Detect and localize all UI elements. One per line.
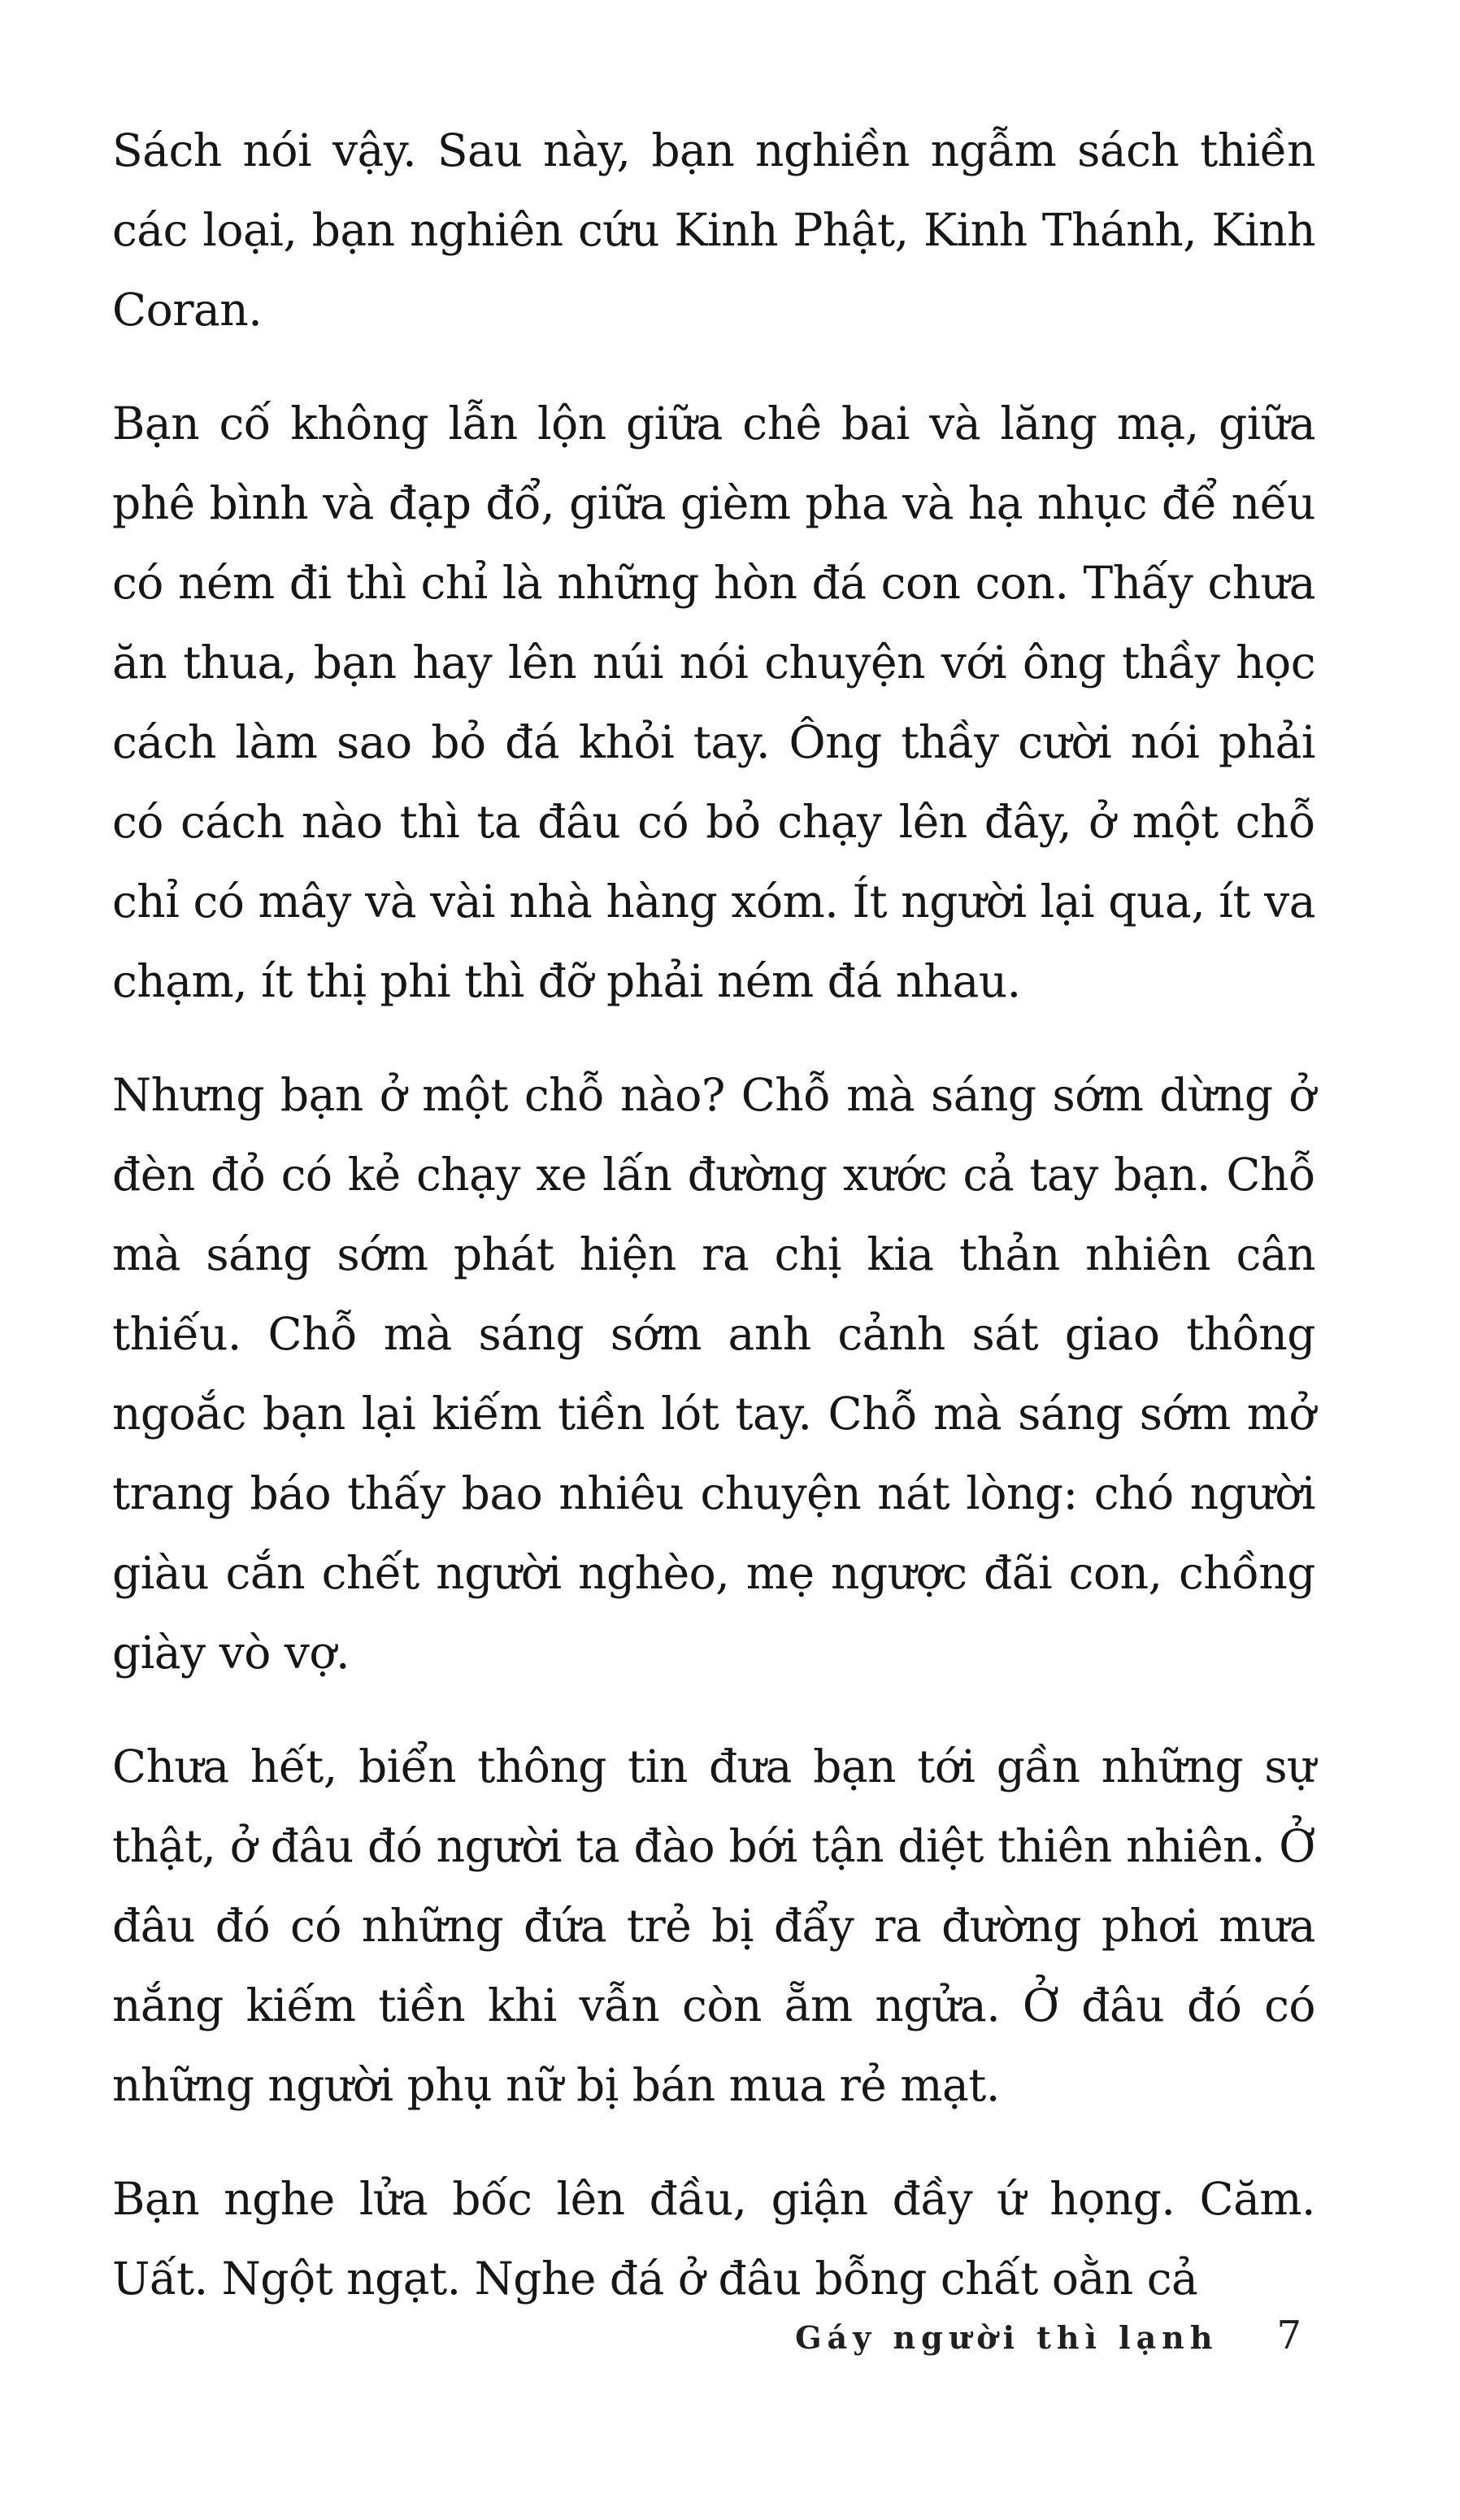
page-footer <box>795 2313 1301 2358</box>
page-number: 7 <box>1276 2313 1301 2358</box>
paragraph-1: Sách nói vậy. Sau này, bạn nghiền ngẫm sách thiền các loại, bạn nghiên cứu Kinh Phật, Kinh Thánh, Kinh Coran. <box>112 124 1315 336</box>
paragraph-3: Nhưng bạn ở một chỗ nào? Chỗ mà sáng sớm dừng ở đèn đỏ có kẻ chạy xe lấn đường xước cả tay bạn. Chỗ mà sáng sớm phát hiện ra chị kia thản nhiên cân thiếu. Chỗ mà sáng sớm anh cảnh sát giao thông ngoắc bạn lại kiếm tiền lót tay. Chỗ mà sáng sớm mở trang báo thấy bao nhiêu chuyện nát lòng: chó người giàu cắn chết người nghèo, mẹ ngược đãi con, chồng giày vò vợ. <box>112 1069 1315 1679</box>
running-title: Gáy người thì lạnh <box>795 2319 1219 2356</box>
body-text <box>112 111 1315 2353</box>
paragraph-5: Bạn nghe lửa bốc lên đầu, giận đầy ứ họng. Căm. Uất. Ngột ngạt. Nghe đá ở đâu bỗng chất oằn cả <box>112 2173 1315 2305</box>
paragraph-4: Chưa hết, biển thông tin đưa bạn tới gần những sự thật, ở đâu đó người ta đào bới tận diệt thiên nhiên. Ở đâu đó có những đứa trẻ bị đẩy ra đường phơi mưa nắng kiếm tiền khi vẫn còn ẵm ngửa. Ở đâu đó có những người phụ nữ bị bán mua rẻ mạt. <box>112 1740 1315 2111</box>
paragraph-2: Bạn cố không lẫn lộn giữa chê bai và lăng mạ, giữa phê bình và đạp đổ, giữa gièm pha và hạ nhục để nếu có ném đi thì chỉ là những hòn đá con con. Thấy chưa ăn thua, bạn hay lên núi nói chuyện với ông thầy học cách làm sao bỏ đá khỏi tay. Ông thầy cười nói phải có cách nào thì ta đâu có bỏ chạy lên đây, ở một chỗ chỉ có mây và vài nhà hàng xóm. Ít người lại qua, ít va chạm, ít thị phi thì đỡ phải ném đá nhau. <box>112 398 1315 1007</box>
